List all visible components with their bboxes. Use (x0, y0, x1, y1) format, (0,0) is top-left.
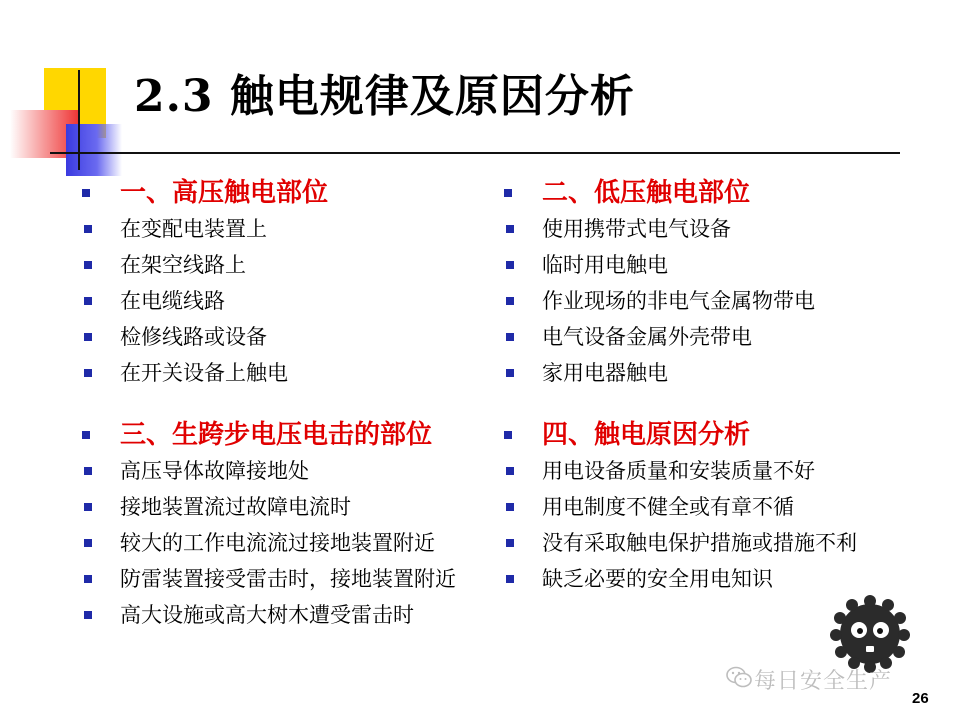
list-item-text: 缺乏必要的安全用电知识 (542, 567, 773, 591)
bullet-icon (84, 539, 92, 547)
section-low-voltage (542, 175, 960, 391)
bullet-icon (506, 333, 514, 341)
list-item (120, 597, 540, 633)
bullet-icon (506, 503, 514, 511)
decor-vertical-line (78, 70, 80, 170)
bullet-icon (506, 539, 514, 547)
list-item (542, 319, 960, 355)
list-item-text: 防雷装置接受雷击时，接地装置附近 (120, 567, 456, 591)
bullet-icon (506, 369, 514, 377)
wechat-icon (726, 666, 752, 688)
bullet-icon (506, 467, 514, 475)
section-heading (542, 175, 960, 211)
bullet-icon (84, 611, 92, 619)
bullet-icon (84, 297, 92, 305)
list-item (120, 247, 540, 283)
list-item (120, 453, 540, 489)
bullet-icon (506, 261, 514, 269)
list-item (120, 525, 540, 561)
section-heading (542, 417, 960, 453)
list-item-text: 在变配电装置上 (120, 217, 267, 241)
list-item-text: 用电制度不健全或有章不循 (542, 495, 794, 519)
list-item (120, 319, 540, 355)
bullet-icon (84, 503, 92, 511)
list-item (542, 211, 960, 247)
list-item (542, 489, 960, 525)
list-item (542, 525, 960, 561)
section-heading-text: 一、高压触电部位 (120, 178, 329, 208)
list-item (120, 489, 540, 525)
list-item (120, 561, 540, 597)
bullet-icon (506, 575, 514, 583)
bullet-icon (84, 575, 92, 583)
section-heading (120, 417, 540, 453)
section-high-voltage (120, 175, 540, 391)
decor-blue-square (66, 124, 122, 176)
bullet-icon (82, 431, 90, 439)
soot-sprite-mascot-icon (828, 590, 912, 674)
list-item-text: 电气设备金属外壳带电 (542, 325, 752, 349)
list-item-text: 使用携带式电气设备 (542, 217, 731, 241)
bullet-icon (82, 189, 90, 197)
bullet-icon (506, 225, 514, 233)
bullet-icon (84, 467, 92, 475)
list-item (542, 283, 960, 319)
list-item-text: 在电缆线路 (120, 289, 225, 313)
list-item (542, 355, 960, 391)
list-item-text: 家用电器触电 (542, 361, 668, 385)
bullet-icon (84, 225, 92, 233)
list-item-text: 高大设施或高大树木遭受雷击时 (120, 603, 414, 627)
section-heading-text: 四、触电原因分析 (542, 420, 751, 450)
list-item-text: 没有采取触电保护措施或措施不利 (542, 531, 857, 555)
list-item-text: 检修线路或设备 (120, 325, 267, 349)
list-item-text: 在架空线路上 (120, 253, 246, 277)
section-step-voltage (120, 417, 540, 633)
list-item-text: 较大的工作电流流过接地装置附近 (120, 531, 435, 555)
title-underline (50, 152, 900, 154)
watermark-text: 每日安全生产 (754, 669, 893, 694)
bullet-icon (506, 297, 514, 305)
list-item-text: 在开关设备上触电 (120, 361, 288, 385)
section-causes (542, 417, 960, 597)
list-item-text: 作业现场的非电气金属物带电 (542, 289, 815, 313)
bullet-icon (84, 261, 92, 269)
list-item-text: 高压导体故障接地处 (120, 459, 309, 483)
bullet-icon (84, 333, 92, 341)
section-heading (120, 175, 540, 211)
list-item (542, 247, 960, 283)
section-heading-text: 二、低压触电部位 (542, 178, 751, 208)
bullet-icon (504, 431, 512, 439)
section-heading-text: 三、生跨步电压电击的部位 (120, 420, 433, 450)
bullet-icon (84, 369, 92, 377)
list-item-text: 用电设备质量和安装质量不好 (542, 459, 815, 483)
list-item (542, 453, 960, 489)
list-item-text: 接地装置流过故障电流时 (120, 495, 351, 519)
list-item (120, 283, 540, 319)
list-item (120, 355, 540, 391)
list-item-text: 临时用电触电 (542, 253, 668, 277)
bullet-icon (504, 189, 512, 197)
slide-title: 2.3 触电规律及原因分析 (134, 71, 635, 122)
list-item (120, 211, 540, 247)
page-number: 26 (912, 690, 929, 707)
